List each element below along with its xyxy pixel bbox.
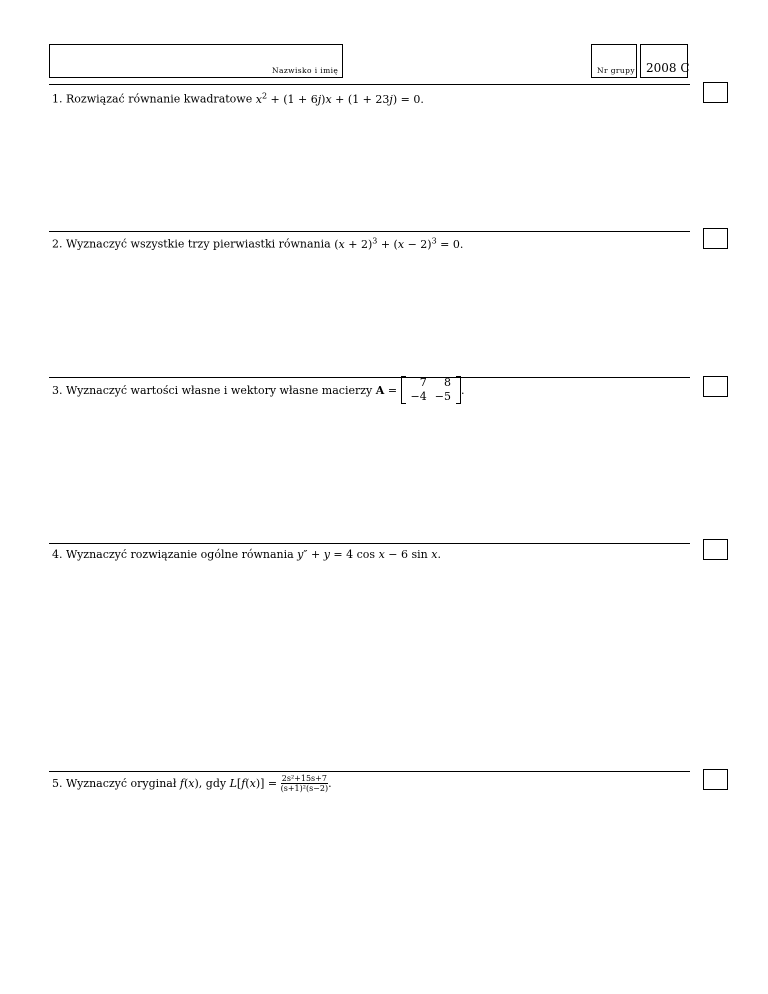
group-label: Nr grupy <box>597 66 635 75</box>
equals-sign: = <box>387 383 398 397</box>
question-5 <box>52 774 332 793</box>
question-4-number: 4. <box>52 548 63 561</box>
question-2-formula: $(x + 2)^3 + (x - 2)^3 = 0$. <box>334 236 464 251</box>
score-box-5[interactable] <box>703 769 728 790</box>
score-box-4[interactable] <box>703 539 728 560</box>
question-1-formula: $x^2 + (1 + 6j)x + (1 + 23j) = 0$. <box>255 91 424 106</box>
question-2-rule <box>49 231 690 232</box>
question-1 <box>52 91 424 106</box>
score-box-1[interactable] <box>703 82 728 103</box>
question-3 <box>52 376 464 404</box>
question-3-text: Wyznaczyć wartości własne i wektory własne macierzy <box>66 383 373 397</box>
question-5-formula: f(x), gdy L[f(x)] = <box>179 777 281 790</box>
question-4 <box>52 548 441 561</box>
matrix-cell: −4 <box>410 390 427 403</box>
matrix-cell: 7 <box>419 376 427 389</box>
name-label: Nazwisko i imię <box>272 66 339 75</box>
matrix-cell: 8 <box>443 376 451 389</box>
question-5-text: Wyznaczyć oryginał <box>66 777 177 790</box>
variant-label: 2008 C <box>646 61 690 75</box>
question-2 <box>52 236 463 251</box>
header-rule <box>49 84 690 85</box>
score-box-2[interactable] <box>703 228 728 249</box>
question-1-number: 1. <box>52 92 63 106</box>
question-4-formula: y″ + y = 4 cos x − 6 sin x. <box>297 548 441 561</box>
question-3-number: 3. <box>52 383 63 397</box>
score-box-3[interactable] <box>703 376 728 397</box>
fraction-numerator: 2s²+15s+7 <box>281 774 327 783</box>
question-4-rule <box>49 543 690 544</box>
question-5-period: . <box>328 777 332 790</box>
question-2-number: 2. <box>52 237 63 251</box>
matrix-symbol: A <box>375 383 385 397</box>
question-5-number: 5. <box>52 777 63 790</box>
question-5-rule <box>49 771 690 772</box>
question-3-period: . <box>460 383 465 397</box>
question-2-text: Wyznaczyć wszystkie trzy pierwiastki równania <box>66 237 331 251</box>
laplace-fraction <box>281 774 329 793</box>
matrix-a <box>401 376 461 404</box>
question-1-text: Rozwiązać równanie kwadratowe <box>66 92 253 106</box>
question-4-text: Wyznaczyć rozwiązanie ogólne równania <box>66 548 294 561</box>
fraction-denominator: (s+1)²(s−2) <box>280 784 329 793</box>
matrix-cell: −5 <box>434 390 451 403</box>
